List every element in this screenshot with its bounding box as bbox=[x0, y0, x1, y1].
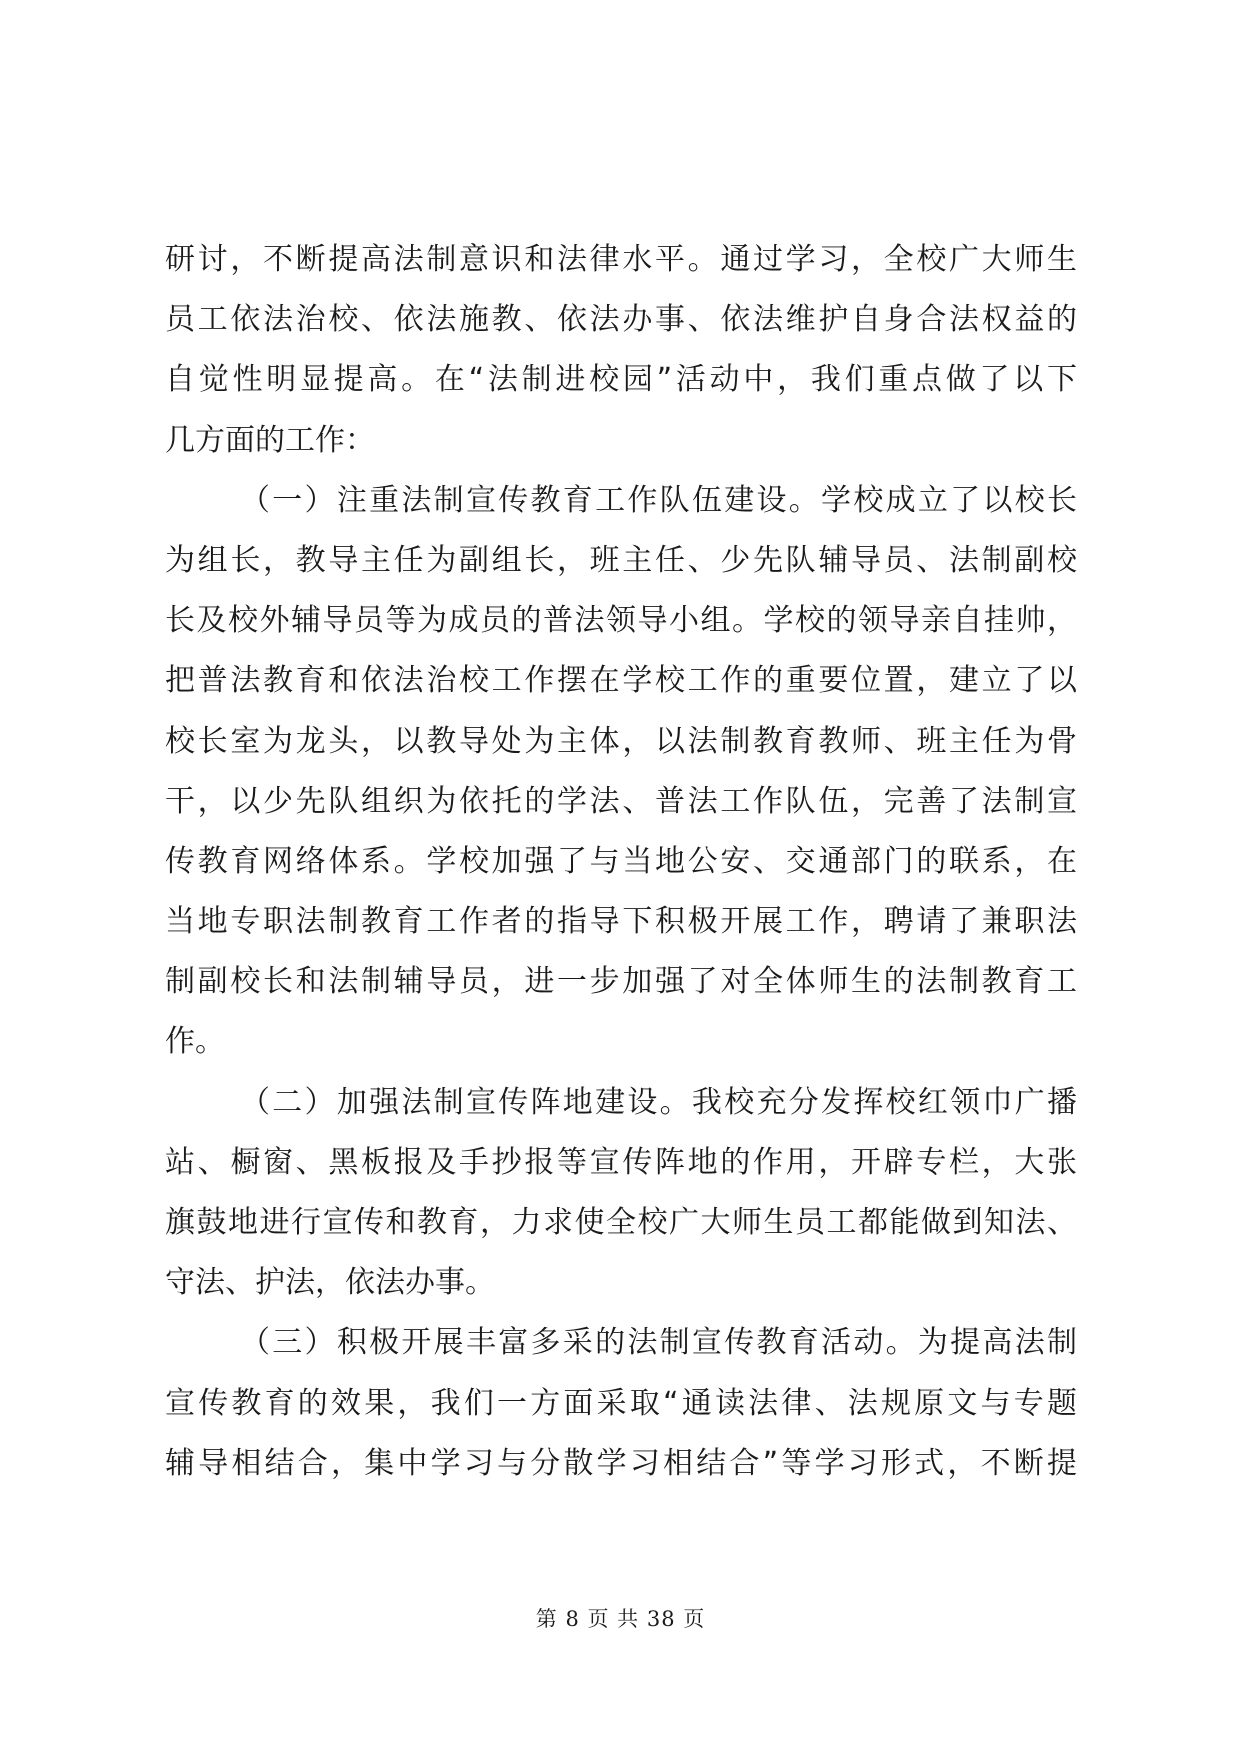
text-line: 当地专职法制教育工作者的指导下积极开展工作，聘请了兼职法 bbox=[165, 904, 1077, 940]
text-line: （二）加强法制宣传阵地建设。我校充分发挥校红领巾广播 bbox=[240, 1084, 1077, 1120]
text-line: 制副校长和法制辅导员，进一步加强了对全体师生的法制教育工 bbox=[165, 964, 1077, 1000]
text-line: 干，以少先队组织为依托的学法、普法工作队伍，完善了法制宣 bbox=[165, 783, 1077, 819]
text-line: 守法、护法，依法办事。 bbox=[165, 1265, 495, 1301]
paragraph bbox=[165, 1313, 1077, 1494]
text-line: 校长室为龙头，以教导处为主体，以法制教育教师、班主任为骨 bbox=[165, 723, 1077, 759]
text-line: 宣传教育的效果，我们一方面采取“通读法律、法规原文与专题 bbox=[165, 1385, 1077, 1421]
text-line: 研讨，不断提高法制意识和法律水平。通过学习，全校广大师生 bbox=[165, 242, 1077, 277]
text-line: 为组长，教导主任为副组长，班主任、少先队辅导员、法制副校 bbox=[165, 542, 1077, 578]
text-line: 站、橱窗、黑板报及手抄报等宣传阵地的作用，开辟专栏，大张 bbox=[165, 1144, 1077, 1180]
text-line: 作。 bbox=[165, 1024, 225, 1060]
paragraph bbox=[165, 1073, 1077, 1314]
text-line: 几方面的工作： bbox=[165, 422, 375, 458]
text-line: 辅导相结合，集中学习与分散学习相结合”等学习形式，不断提 bbox=[165, 1445, 1077, 1481]
text-line: 旗鼓地进行宣传和教育，力求使全校广大师生员工都能做到知法、 bbox=[165, 1205, 1077, 1240]
text-line: （三）积极开展丰富多采的法制宣传教育活动。为提高法制 bbox=[240, 1325, 1077, 1361]
text-line: 传教育网络体系。学校加强了与当地公安、交通部门的联系，在 bbox=[165, 843, 1077, 879]
page-number-footer: 第 8 页 共 38 页 bbox=[535, 1607, 706, 1631]
document-body bbox=[165, 230, 1077, 1494]
text-line: 把普法教育和依法治校工作摆在学校工作的重要位置，建立了以 bbox=[165, 663, 1077, 699]
paragraph bbox=[165, 471, 1077, 1073]
text-line: （一）注重法制宣传教育工作队伍建设。学校成立了以校长 bbox=[240, 482, 1077, 518]
text-line: 长及校外辅导员等为成员的普法领导小组。学校的领导亲自挂帅， bbox=[165, 603, 1077, 639]
paragraph bbox=[165, 230, 1077, 471]
text-line: 自觉性明显提高。在“法制进校园”活动中，我们重点做了以下 bbox=[165, 362, 1077, 398]
text-line: 员工依法治校、依法施教、依法办事、依法维护自身合法权益的 bbox=[165, 302, 1077, 338]
